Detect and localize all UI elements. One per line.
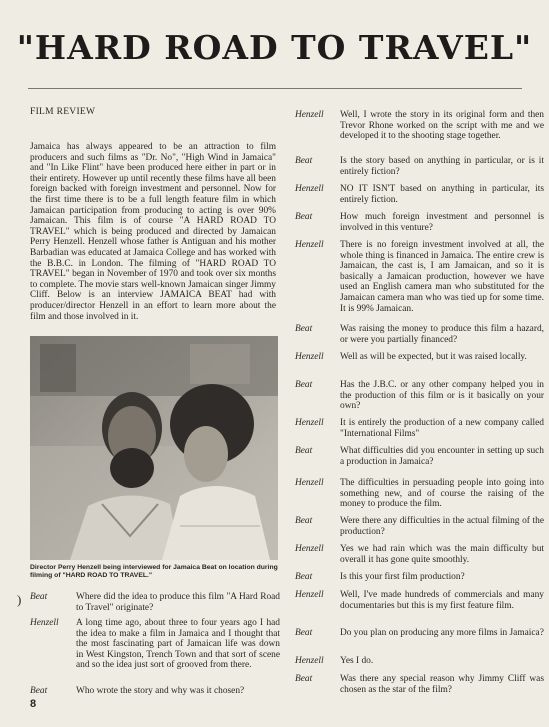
margin-mark: ) bbox=[17, 592, 22, 607]
section-kicker: FILM REVIEW bbox=[30, 107, 96, 117]
article-title: "HARD ROAD TO TRAVEL" bbox=[16, 28, 533, 67]
interview-text: What difficulties did you encounter in setting up such a production in Jamaica? bbox=[340, 446, 544, 467]
interview-text: Who wrote the story and why was it chosen? bbox=[76, 686, 245, 696]
interview-text: Where did the idea to produce this film "A Hard Road to Travel" originate? bbox=[76, 592, 280, 613]
speaker-label: Henzell bbox=[295, 352, 324, 362]
speaker-label: Henzell bbox=[295, 590, 324, 600]
interview-entry bbox=[30, 686, 280, 697]
interview-entry bbox=[295, 418, 544, 439]
interview-entry bbox=[30, 618, 280, 671]
speaker-label: Beat bbox=[30, 686, 48, 696]
speaker-label: Henzell bbox=[30, 618, 59, 628]
speaker-label: Beat bbox=[295, 212, 313, 222]
speaker-label: Beat bbox=[30, 592, 48, 602]
interview-entry bbox=[295, 446, 544, 467]
interview-text: Is this your first film production? bbox=[340, 572, 465, 582]
interview-text: Were there any difficulties in the actual filming of the production? bbox=[340, 516, 544, 537]
interview-entry bbox=[295, 572, 544, 583]
interview-text: Yes I do. bbox=[340, 656, 374, 666]
interview-text: Well as will be expected, but it was raised locally. bbox=[340, 352, 527, 362]
interview-entry bbox=[295, 628, 544, 639]
interview-text: Was there any special reason why Jimmy Cliff was chosen as the star of the film? bbox=[340, 674, 544, 695]
speaker-label: Beat bbox=[295, 156, 313, 166]
interview-entry bbox=[295, 544, 544, 565]
interview-text: Do you plan on producing any more films in Jamaica? bbox=[340, 628, 544, 638]
interview-entry bbox=[295, 240, 544, 314]
interview-text: Has the J.B.C. or any other company helped you in the production of this film or is it basically on your own? bbox=[340, 380, 544, 412]
interview-entry bbox=[295, 324, 544, 345]
speaker-label: Henzell bbox=[295, 184, 324, 194]
speaker-label: Beat bbox=[295, 674, 313, 684]
speaker-label: Henzell bbox=[295, 656, 324, 666]
interview-text: The difficulties in persuading people into going into something new, and of course the raising of the money to produce the film. bbox=[340, 478, 544, 510]
speaker-label: Beat bbox=[295, 380, 313, 390]
speaker-label: Beat bbox=[295, 324, 313, 334]
interview-text: How much foreign investment and personnel is involved in this venture? bbox=[340, 212, 544, 233]
photo-caption: Director Perry Henzell being interviewed for Jamaica Beat on location during filming of "HARD ROAD TO TRAVEL." bbox=[30, 564, 278, 580]
interview-entry bbox=[295, 590, 544, 611]
interview-text: It is entirely the production of a new company called "International Films" bbox=[340, 418, 544, 439]
interview-entry bbox=[295, 156, 544, 177]
speaker-label: Henzell bbox=[295, 478, 324, 488]
interview-photo bbox=[30, 336, 278, 560]
interview-entry bbox=[295, 380, 544, 412]
interview-text: Was raising the money to produce this film a hazard, or were you partially financed? bbox=[340, 324, 544, 345]
interview-entry bbox=[295, 478, 544, 510]
interview-text: Well, I've made hundreds of commercials and many documentaries but this is my first feature film. bbox=[340, 590, 544, 611]
interview-text: Well, I wrote the story in its original form and then Trevor Rhone worked on the script with me and we developed it to the shooting stage together. bbox=[340, 110, 544, 142]
page-number: 8 bbox=[30, 698, 37, 710]
title-rule bbox=[28, 88, 522, 89]
interview-entry bbox=[295, 516, 544, 537]
interview-entry bbox=[30, 592, 280, 613]
photo-illustration bbox=[30, 336, 278, 560]
interview-entry bbox=[295, 110, 544, 142]
speaker-label: Henzell bbox=[295, 418, 324, 428]
interview-entry bbox=[295, 352, 544, 363]
interview-text: There is no foreign investment involved at all, the whole thing is financed in Jamaica. The entire crew is Jamaican, the cast is, I am Jamaican, and so it is basically a Jamaican production, however we have used an English camera man who substituted for the Jamaican camera man who was tied up for some time. It is 99% Jamaican. bbox=[340, 240, 544, 314]
interview-text: Yes we had rain which was the main difficulty but overall it has gone quite smoothly. bbox=[340, 544, 544, 565]
interview-entry bbox=[295, 184, 544, 205]
interview-text: Is the story based on anything in particular, or is it entirely fiction? bbox=[340, 156, 544, 177]
interview-text: NO IT ISN'T based on anything in particular, its entirely fiction. bbox=[340, 184, 544, 205]
intro-paragraph: Jamaica has always appeared to be an attraction to film producers and such films as "Dr. No", "High Wind in Jamaica" and "In Like Flint" have been produced here either in part or in their entirety. However up until recently these films have all been foreign backed with foreign investment and personnel. Now for the first time there is to be a full length feature film in which Jamaican participation from producing to acting is over 90% Jamaican. This film is of course "A HARD ROAD TO TRAVEL" which is being produced and directed by Jamaican Perry Henzell. Henzell whose father is Antiguan and his mother Barbadian was educated at Jamaica College and has worked with the B.B.C. in London. The filming of "HARD ROAD TO TRAVEL" began in November of 1970 and took over six months to complete. The movie stars well-known Jamaican singer Jimmy Cliff. Below is an interview JAMAICA BEAT had with producer/director Henzell in an effort to learn more about the film and those involved in it. bbox=[30, 142, 276, 322]
speaker-label: Beat bbox=[295, 516, 313, 526]
speaker-label: Beat bbox=[295, 628, 313, 638]
interview-text: A long time ago, about three to four years ago I had the idea to make a film in Jamaica and I thought that the most fascinating part of Jamaican life was down in West Kingston, Trench Town and that sort of scene and so the idea just sort of grooved from there. bbox=[76, 618, 280, 671]
speaker-label: Henzell bbox=[295, 110, 324, 120]
speaker-label: Henzell bbox=[295, 544, 324, 554]
speaker-label: Henzell bbox=[295, 240, 324, 250]
interview-entry bbox=[295, 674, 544, 695]
speaker-label: Beat bbox=[295, 572, 313, 582]
speaker-label: Beat bbox=[295, 446, 313, 456]
interview-entry bbox=[295, 212, 544, 233]
interview-entry bbox=[295, 656, 544, 667]
